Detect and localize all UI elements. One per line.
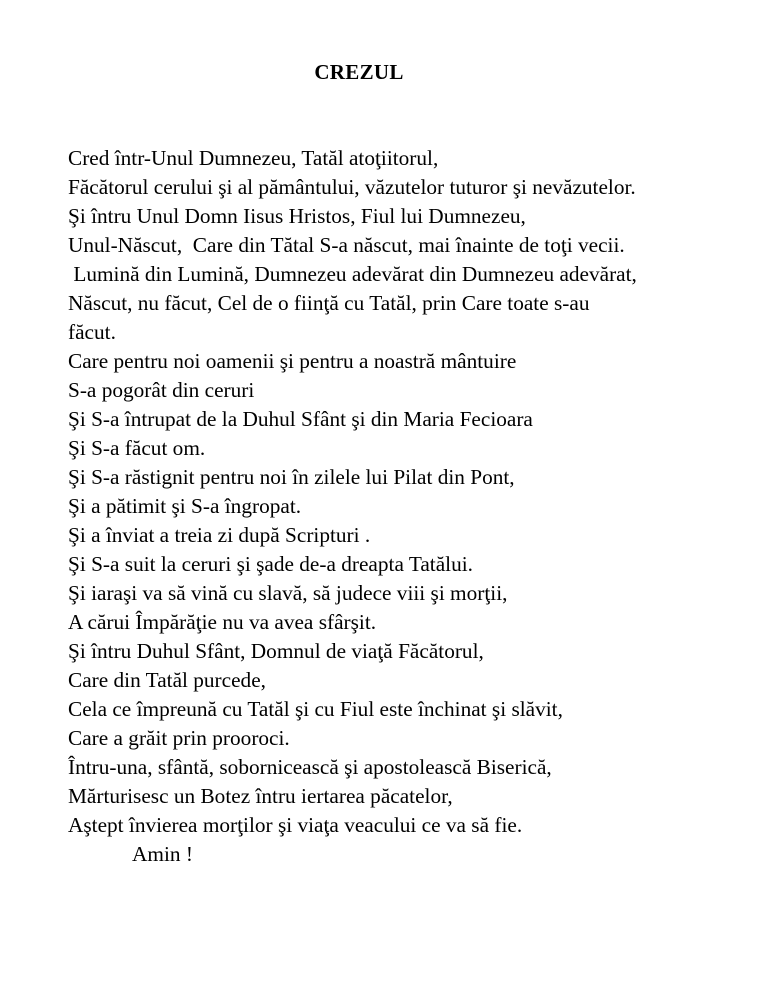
text-line: Unul-Născut, Care din Tătal S-a născut, mai înainte de toţi vecii.: [68, 233, 625, 257]
text-line: Şi S-a suit la ceruri şi şade de-a dreapta Tatălui.: [68, 552, 473, 576]
text-line: Care pentru noi oamenii şi pentru a noastră mântuire: [68, 349, 517, 373]
text-line: Născut, nu făcut, Cel de o fiinţă cu Tatăl, prin Care toate s-au: [68, 291, 590, 315]
creed-text: [68, 144, 748, 869]
text-line: Făcătorul cerului şi al pământului, văzutelor tuturor şi nevăzutelor.: [68, 175, 636, 199]
document-title: CREZUL: [314, 60, 404, 84]
text-line: Cela ce împreună cu Tatăl şi cu Fiul este închinat şi slăvit,: [68, 697, 563, 721]
text-line: Care din Tatăl purcede,: [68, 668, 266, 692]
closing-amen: Amin !: [132, 842, 193, 866]
text-line: Şi întru Duhul Sfânt, Domnul de viaţă Făcătorul,: [68, 639, 484, 663]
text-line: S-a pogorât din ceruri: [68, 378, 255, 402]
text-line: Şi S-a făcut om.: [68, 436, 206, 460]
text-line: Şi a pătimit şi S-a îngropat.: [68, 494, 302, 518]
text-line: Şi a înviat a treia zi după Scripturi .: [68, 523, 371, 547]
text-line: A cărui Împărăţie nu va avea sfârşit.: [68, 610, 377, 634]
text-line: Care a grăit prin prooroci.: [68, 726, 290, 750]
text-line: Lumină din Lumină, Dumnezeu adevărat din Dumnezeu adevărat,: [68, 262, 637, 286]
text-line: Aştept învierea morţilor şi viaţa veacului ce va să fie.: [68, 813, 523, 837]
text-line: făcut.: [68, 320, 116, 344]
text-line: Şi iaraşi va să vină cu slavă, să judece viii şi morţii,: [68, 581, 508, 605]
text-line: Şi S-a întrupat de la Duhul Sfânt şi din Maria Fecioara: [68, 407, 533, 431]
text-line: Şi întru Unul Domn Iisus Hristos, Fiul lui Dumnezeu,: [68, 204, 526, 228]
text-line: Şi S-a răstignit pentru noi în zilele lui Pilat din Pont,: [68, 465, 515, 489]
text-line: Cred într-Unul Dumnezeu, Tatăl atoţiitorul,: [68, 146, 439, 170]
text-line: Mărturisesc un Botez întru iertarea păcatelor,: [68, 784, 453, 808]
text-line: Întru-una, sfântă, sobornicească şi apostolească Biserică,: [68, 755, 552, 779]
